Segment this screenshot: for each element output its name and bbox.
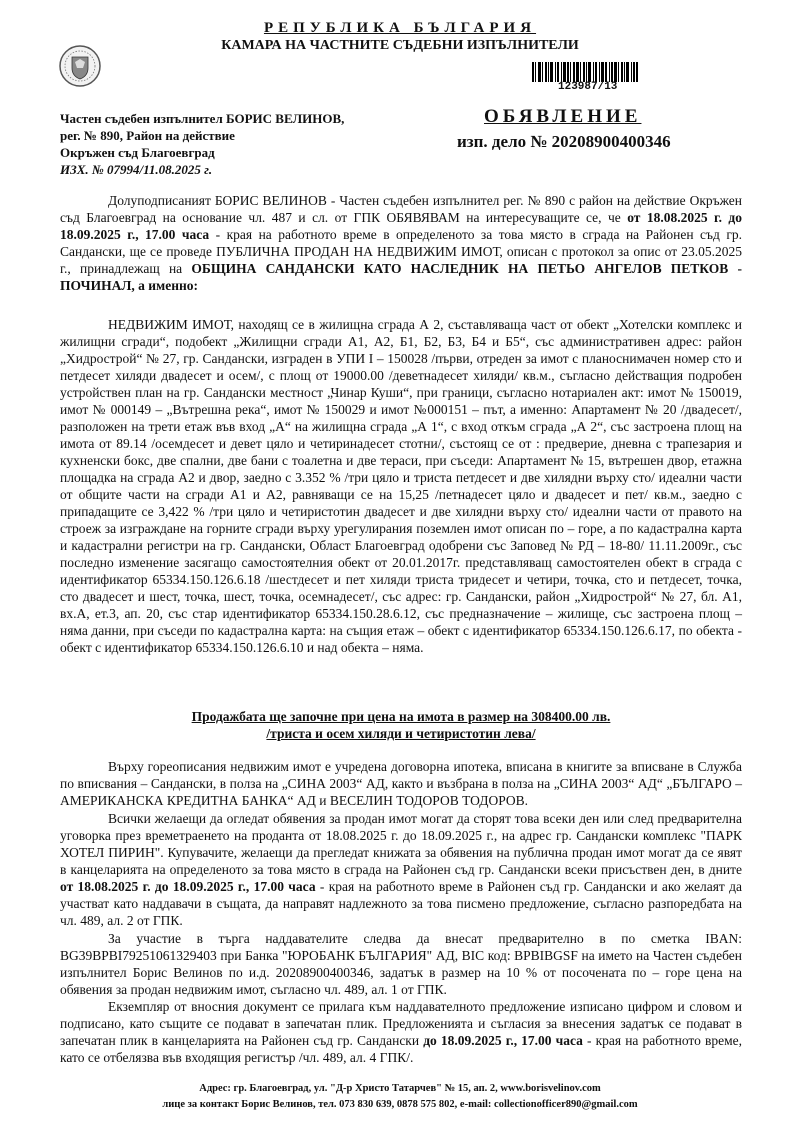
submission-paragraph <box>60 998 742 1066</box>
coat-of-arms-seal <box>58 44 102 88</box>
submission-text-c: - края на работното време, като се отбелязва във входящия регистър /чл. 489, ал. 4 ГПК/. <box>60 1033 742 1065</box>
starting-price <box>60 708 742 742</box>
footer-address: Адрес: гр. Благоевград, ул. "Д-р Христо Татарчев" № 15, ап. 2, www.borisvelinov.com <box>199 1083 601 1094</box>
property-description: НЕДВИЖИМ ИМОТ, находящ се в жилищна сграда А 2, съставляваща част от обект „Хотелски комплекс и жилищни сгради“, подобект „Жилищни сгради А1, А2, Б1, Б2, Б3, Б4 и Б5“, със административен адрес: район „Хидрострой“ № 27, гр. Сандански, изграден в УПИ I – 150028 /първи, отреден за имот с планоснимачен номер сто и петдесет хиляди двадесет и осем/, с площ от 19000.00 /деветнадесет хиляди/ кв.м., съгласно действащия подробен устройствен план на гр. Сандански местност „Чинар Куши“, при граници, съгласно нотариален акт: имот № 150019, имот № 000149 – „Вътрешна река“, имот № 150029 и имот №000151 – път, а именно: Апартамент № 20 /двадесет/, разположен на трети етаж във вход „А“ на жилищна сграда „А 1“, с вход откъм сграда „А 2“, със застроена площ на имота от 89.14 /осемдесет и девет цяло и четиринадесет стотни/, състоящ се от : предверие, дневна с трапезария и кухненски бокс, две спални, две бани с тоалетна и две тераси, при съседи: Апартамент № 15, вътрешен двор, етажна площадка на сграда А2 и двор, заедно с 3.352 % /три цяло и триста петдесет и две хилядни върху сто/ идеални части от общите части на сгради А1 и А2, равняващи се на 15,25 /петнадесет цяло и двадесет и пет/ кв.м., заедно с припадащите се 3,422 % /три цяло и четиристотин двадесет и две хилядни върху сто/ идеални части от правото на строеж за изграждане на горните сгради върху урегулирания поземлен имот описан по – горе, а по кадастрална карта и кадастрални регистри на гр. Сандански, Област Благоевград одобрени със Заповед № РД – 18-80/ 11.11.2009г., със последно изменение засягащо самостоятелния обект от 20.01.2017г. представляващ самостоятелен обект в сграда с идентификатор 65334.150.126.6.18 /шестдесет и пет хиляди триста тридесет и четири, точка, сто и петдесет, точка, сто двадесет и шест, точка, шест, точка, осемнадесет/, със адрес: гр. Сандански, район „Хидрострой“ № 27, бл. А1, вх.А, ет.3, ап. 20, със стар идентификатор 65334.150.28.6.12, със предназначение – жилище, със застроена площ – няма данни, при съседи по кадастрална карта: на същия етаж – обект с идентификатор 65334.150.126.6.17, по обекта - обект с идентификатор 65334.150.126.6.10 и над обекта – няма. <box>60 317 742 655</box>
barcode-number: 123987/13 <box>558 81 618 93</box>
outgoing-number: ИЗХ. № 07994/11.08.2025 г. <box>60 162 213 177</box>
case-number: изп. дело № 20208900400346 <box>457 132 671 151</box>
submission-text-a: Екземпляр от вносния документ се прилага към наддавателното предложение изписано цифром и словом и подписано, като същите се подават в запечатан плик. Предложенията и съгласия за внесения задатък се подават в запечатан плик в канцеларията на Районен съд гр. Сандански <box>60 999 742 1048</box>
intro-owner: ОБЩИНА САНДАНСКИ КАТО НАСЛЕДНИК НА ПЕТЬО АНГЕЛОВ ПЕТКОВ - ПОЧИНАЛ, а именно: <box>60 261 742 293</box>
bailiff-court: Окръжен съд Благоевград <box>60 145 215 160</box>
intro-dates: от 18.08.2025 г. до 18.09.2025 г., 17.00 часа <box>60 210 743 242</box>
intro-text-c: - края на работното време в определеното за това място в сграда на Районен съд гр. Сандански, ще се проведе ПУБЛИЧНА ПРОДАН НА НЕДВИЖИМ ИМОТ, описан с протокол за опис от 23.05.2025 г., принадлежащ на <box>60 227 742 276</box>
intro-text-a: Долуподписаният БОРИС ВЕЛИНОВ - Частен съдебен изпълнител рег. № 890 с район на действие Окръжен съд Благоевград на основание чл. 487 и сл. от ГПК ОБЯВЯВАМ на интересуващите се, че <box>60 193 742 225</box>
price-line: Продажбата ще започне при цена на имота в размер на 308400.00 лв. <box>191 709 611 724</box>
deposit-paragraph: За участие в търга наддавателите следва да внесат предварително в по сметка IBAN: BG39BPBI79251061329403 при Банка "ЮРОБАНК БЪЛГАРИЯ" АД, BIC код: BPBIBGSF на името на Частен съдебен изпълнител Борис Велинов по и.д. 20208900400346, задатък в размер на 10 % от посочената по – горе цена на обявения за продан недвижим имот, съгласно чл. 489, ал. 1 от ГПК. <box>60 931 742 997</box>
inspection-text-c: - края на работното време в Районен съд гр. Сандански и ако желаят да участват като наддавачи в същата, да направят надлежното за това писмено предложение, съгласно разпоредбата на чл. 489, ал. 2 от ГПК. <box>60 879 742 928</box>
inspection-dates: от 18.08.2025 г. до 18.09.2025 г., 17.00 часа <box>60 879 316 894</box>
inspection-text-a: Всички желаещи да огледат обявения за продан имот могат да сторят това всеки ден или след предварителна уговорка през времетраенето на проданта от 18.08.2025 г. до 18.09.2025 г., на адрес гр. Сандански комплекс "ПАРК ХОТЕЛ ПИРИН". Купувачите, желаещи да прегледат книжата за обявения на публична продан имот могат да се явят в канцеларията на определеното за това място в сграда на Районен съд гр. Сандански всеки присъствен ден, в дните <box>60 811 742 877</box>
bailiff-name: Частен съдебен изпълнител БОРИС ВЕЛИНОВ, <box>60 111 345 126</box>
header-chamber: КАМАРА НА ЧАСТНИТЕ СЪДЕБНИ ИЗПЪЛНИТЕЛИ <box>221 38 579 53</box>
footer-contact: лице за контакт Борис Велинов, тел. 073 830 639, 0878 575 802, e-mail: collectionofficer890@gmail.com <box>162 1099 638 1110</box>
barcode <box>532 62 638 82</box>
submission-deadline: до 18.09.2025 г., 17.00 часа <box>423 1033 583 1048</box>
encumbrances-paragraph: Върху гореописания недвижим имот е учредена договорна ипотека, вписана в книгите за вписване в Служба по вписвания – Сандански, в полза на „СИНА 2003“ АД, както и възбрана в полза на „СИНА 2003“ АД“ „БЪЛГАРО – АМЕРИКАНСКА КРЕДИТНА БАНКА“ АД и ВЕСЕЛИН ТОДОРОВ ТОДОРОВ. <box>60 759 742 808</box>
intro-paragraph <box>60 192 742 294</box>
price-words: /триста и осем хиляди и четиристотин лева/ <box>266 726 536 741</box>
bailiff-block <box>60 110 344 178</box>
inspection-paragraph <box>60 810 742 929</box>
announcement-title: ОБЯВЛЕНИЕ <box>484 106 642 127</box>
footer <box>0 1081 800 1113</box>
header-country: РЕПУБЛИКА БЪЛГАРИЯ <box>263 20 537 36</box>
bailiff-registration: рег. № 890, Район на действие <box>60 128 235 143</box>
